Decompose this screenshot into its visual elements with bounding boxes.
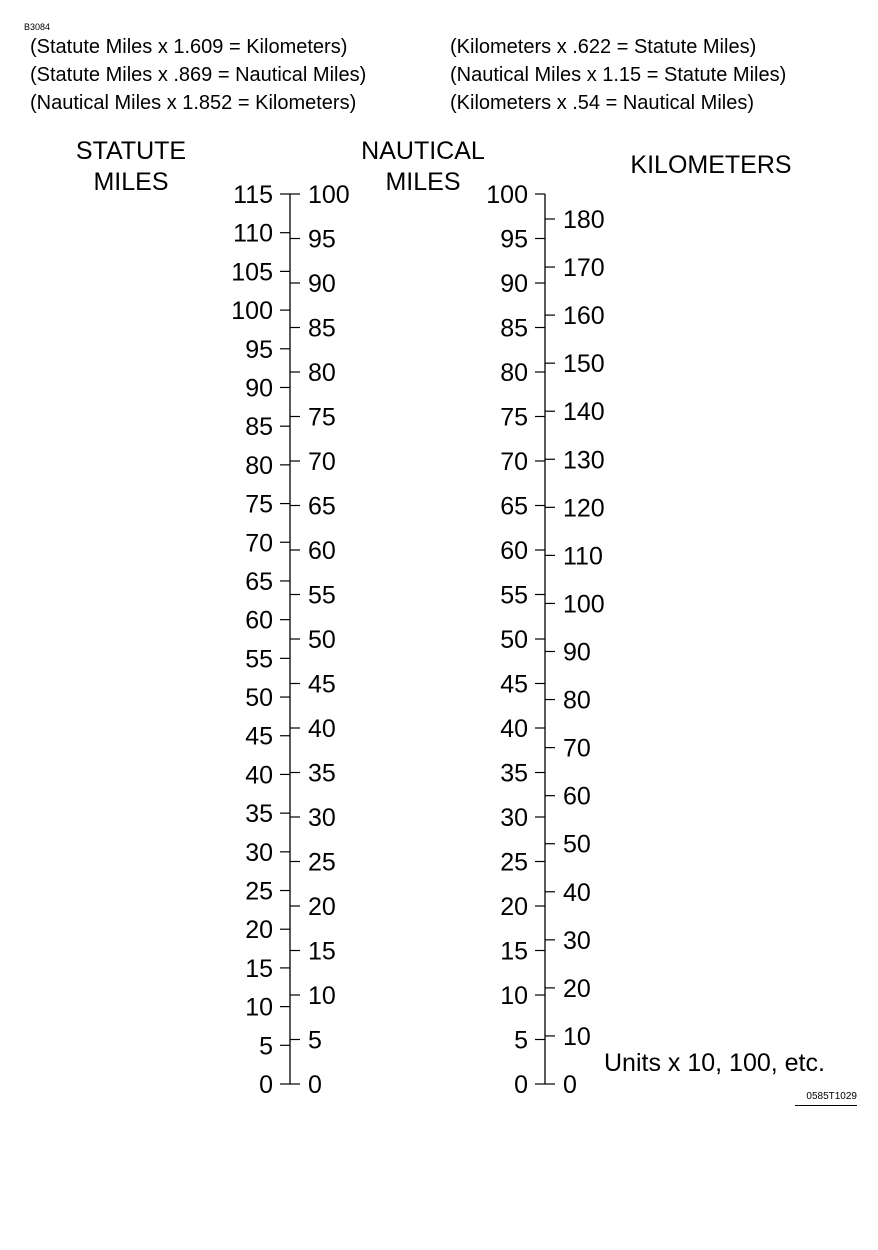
kilometers-label-90: 90 bbox=[563, 638, 591, 667]
nautical-left-label-90: 90 bbox=[308, 270, 336, 298]
nautical-right-label-85: 85 bbox=[500, 314, 528, 343]
nautical-left-label-50: 50 bbox=[308, 626, 336, 654]
statute-label-115: 115 bbox=[233, 181, 273, 209]
nautical-right-label-60: 60 bbox=[500, 537, 528, 565]
nautical-left-label-0: 0 bbox=[308, 1071, 322, 1099]
header-nautical-line2: MILES bbox=[385, 168, 461, 196]
kilometers-label-140: 140 bbox=[563, 398, 605, 427]
kilometers-label-130: 130 bbox=[563, 446, 605, 475]
statute-label-45: 45 bbox=[245, 722, 273, 751]
statute-label-80: 80 bbox=[245, 451, 273, 480]
nautical-left-label-80: 80 bbox=[308, 359, 336, 387]
figure-number: 0585T1029 bbox=[795, 1091, 857, 1106]
kilometers-label-50: 50 bbox=[563, 830, 591, 859]
nautical-right-label-70: 70 bbox=[500, 448, 528, 476]
statute-label-55: 55 bbox=[245, 645, 273, 674]
kilometers-label-160: 160 bbox=[563, 302, 605, 331]
header-nautical-line1: NAUTICAL bbox=[361, 137, 485, 165]
nautical-right-label-10: 10 bbox=[500, 982, 528, 1010]
formula-nautical-to-km: (Nautical Miles x 1.852 = Kilometers) bbox=[30, 92, 357, 114]
statute-label-35: 35 bbox=[245, 800, 273, 829]
statute-label-75: 75 bbox=[245, 490, 273, 519]
header-statute-line1: STATUTE bbox=[75, 137, 187, 165]
nautical-left-label-10: 10 bbox=[308, 982, 336, 1010]
statute-label-10: 10 bbox=[245, 993, 273, 1022]
statute-label-20: 20 bbox=[245, 916, 273, 945]
nautical-left-label-100: 100 bbox=[308, 181, 350, 209]
nautical-right-label-55: 55 bbox=[500, 581, 528, 610]
scale-marks bbox=[231, 181, 604, 1099]
kilometers-label-20: 20 bbox=[563, 974, 591, 1003]
statute-label-85: 85 bbox=[245, 413, 273, 442]
document-id: B3084 bbox=[24, 22, 51, 32]
nautical-left-label-20: 20 bbox=[308, 893, 336, 921]
nautical-left-label-40: 40 bbox=[308, 715, 336, 743]
kilometers-label-0: 0 bbox=[563, 1071, 577, 1099]
nautical-right-label-40: 40 bbox=[500, 715, 528, 743]
kilometers-label-150: 150 bbox=[563, 350, 605, 379]
nautical-left-label-5: 5 bbox=[308, 1026, 322, 1055]
nautical-right-label-80: 80 bbox=[500, 359, 528, 387]
statute-label-25: 25 bbox=[245, 877, 273, 906]
nautical-right-label-15: 15 bbox=[500, 937, 528, 966]
formula-statute-to-km: (Statute Miles x 1.609 = Kilometers) bbox=[30, 36, 348, 58]
statute-label-15: 15 bbox=[245, 954, 273, 983]
nautical-left-label-30: 30 bbox=[308, 804, 336, 832]
statute-label-60: 60 bbox=[245, 606, 273, 635]
nautical-right-label-0: 0 bbox=[514, 1071, 528, 1099]
statute-label-105: 105 bbox=[231, 258, 273, 287]
statute-label-90: 90 bbox=[245, 374, 273, 403]
statute-label-50: 50 bbox=[245, 684, 273, 713]
kilometers-label-180: 180 bbox=[563, 205, 605, 234]
nautical-left-label-65: 65 bbox=[308, 492, 336, 521]
kilometers-label-110: 110 bbox=[563, 542, 603, 571]
nautical-right-label-50: 50 bbox=[500, 626, 528, 654]
nautical-right-label-100: 100 bbox=[486, 181, 528, 209]
nautical-right-label-20: 20 bbox=[500, 893, 528, 921]
nautical-left-label-70: 70 bbox=[308, 448, 336, 476]
nautical-left-label-95: 95 bbox=[308, 225, 336, 254]
nautical-right-label-75: 75 bbox=[500, 403, 528, 432]
header-statute-line2: MILES bbox=[93, 168, 169, 196]
statute-label-100: 100 bbox=[231, 297, 273, 326]
kilometers-label-80: 80 bbox=[563, 686, 591, 715]
statute-label-70: 70 bbox=[245, 529, 273, 558]
kilometers-label-60: 60 bbox=[563, 782, 591, 811]
nautical-left-label-45: 45 bbox=[308, 670, 336, 699]
kilometers-label-40: 40 bbox=[563, 878, 591, 907]
statute-label-30: 30 bbox=[245, 838, 273, 867]
units-note: Units x 10, 100, etc. bbox=[604, 1049, 825, 1077]
statute-label-40: 40 bbox=[245, 761, 273, 790]
nautical-right-label-25: 25 bbox=[500, 848, 528, 877]
nautical-right-label-65: 65 bbox=[500, 492, 528, 521]
nautical-left-label-60: 60 bbox=[308, 537, 336, 565]
formula-km-to-nautical: (Kilometers x .54 = Nautical Miles) bbox=[450, 92, 754, 114]
statute-label-0: 0 bbox=[259, 1071, 273, 1099]
formula-nautical-to-statute: (Nautical Miles x 1.15 = Statute Miles) bbox=[450, 64, 787, 86]
statute-label-5: 5 bbox=[259, 1032, 273, 1061]
statute-label-65: 65 bbox=[245, 567, 273, 596]
header-kilometers: KILOMETERS bbox=[630, 151, 792, 179]
nautical-right-label-5: 5 bbox=[514, 1026, 528, 1055]
kilometers-label-100: 100 bbox=[563, 590, 605, 619]
nautical-right-label-90: 90 bbox=[500, 270, 528, 298]
kilometers-label-170: 170 bbox=[563, 254, 605, 283]
formula-km-to-statute: (Kilometers x .622 = Statute Miles) bbox=[450, 36, 757, 58]
nautical-right-label-95: 95 bbox=[500, 225, 528, 254]
kilometers-label-70: 70 bbox=[563, 734, 591, 763]
nautical-left-label-75: 75 bbox=[308, 403, 336, 432]
nautical-left-label-15: 15 bbox=[308, 937, 336, 966]
statute-label-110: 110 bbox=[233, 219, 273, 248]
nautical-left-label-25: 25 bbox=[308, 848, 336, 877]
nautical-right-label-45: 45 bbox=[500, 670, 528, 699]
statute-label-95: 95 bbox=[245, 335, 273, 364]
kilometers-label-120: 120 bbox=[563, 494, 605, 523]
nautical-right-label-30: 30 bbox=[500, 804, 528, 832]
kilometers-label-30: 30 bbox=[563, 926, 591, 955]
formula-statute-to-nautical: (Statute Miles x .869 = Nautical Miles) bbox=[30, 64, 367, 86]
nautical-left-label-85: 85 bbox=[308, 314, 336, 343]
nautical-left-label-55: 55 bbox=[308, 581, 336, 610]
nautical-left-label-35: 35 bbox=[308, 759, 336, 788]
nautical-right-label-35: 35 bbox=[500, 759, 528, 788]
kilometers-label-10: 10 bbox=[563, 1022, 591, 1051]
